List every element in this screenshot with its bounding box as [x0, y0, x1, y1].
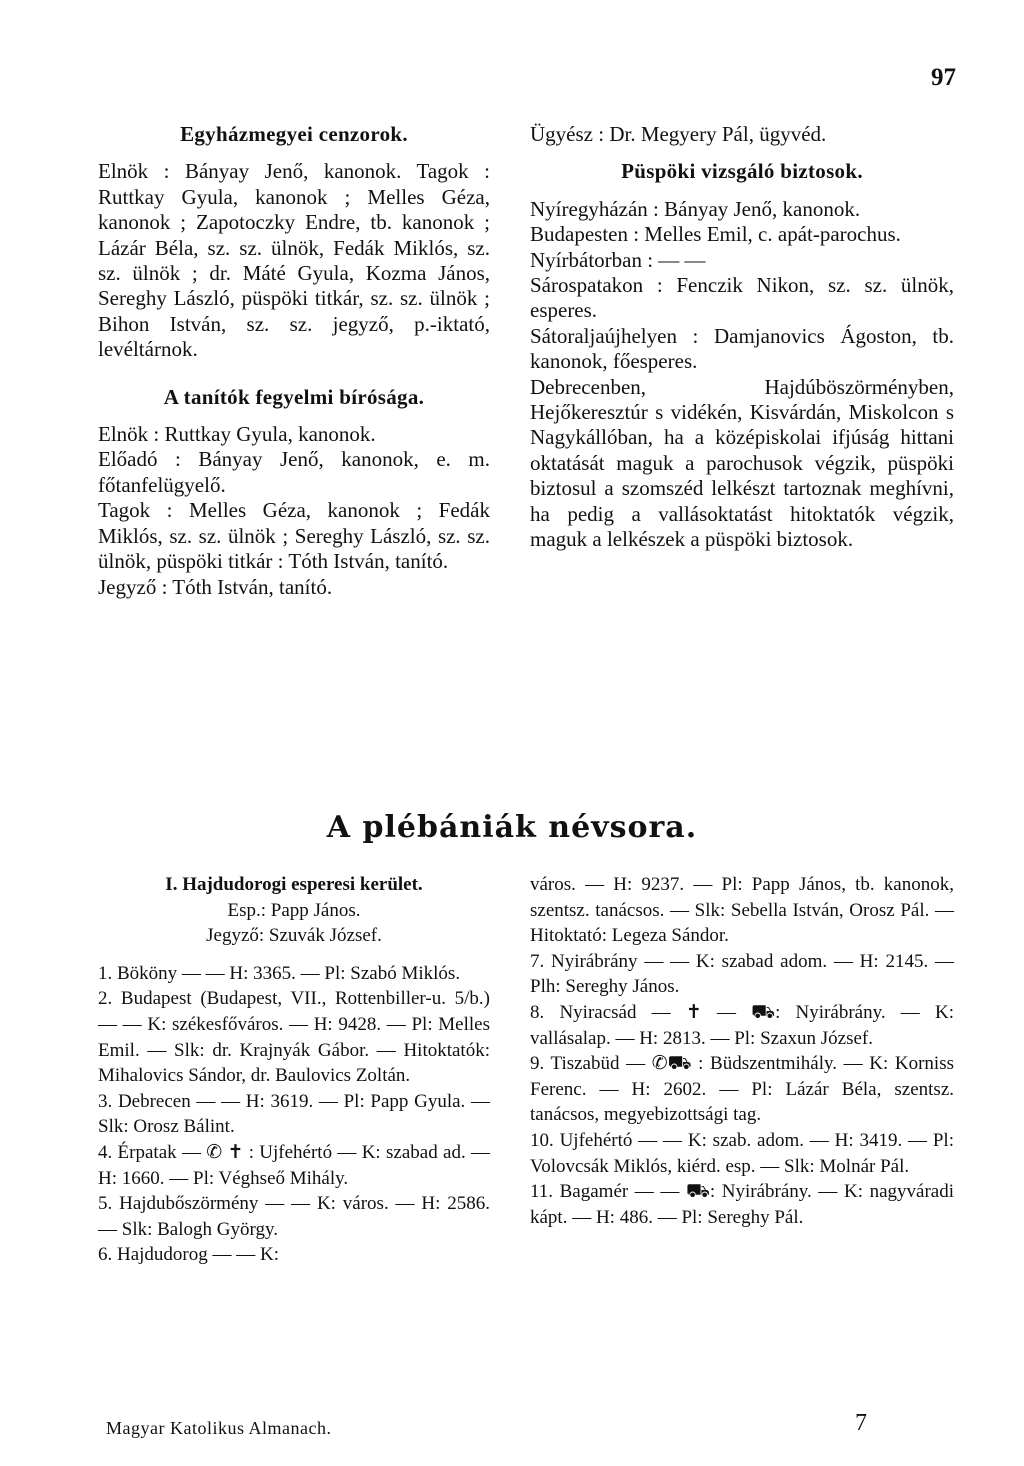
parish-entry: 7. Nyirábrány — — K: szabad adom. — H: 2145. — Plh: Sereghy János.	[530, 950, 954, 998]
court-members: Tagok : Melles Géza, kanonok ; Fedák Miklós, sz. sz. ülnök ; Sereghy László, sz. sz. ülnök, püspöki titkár : Tóth István, tanító.	[98, 498, 490, 574]
dean: Esp.: Papp János.	[227, 899, 361, 921]
prosecutor: Ügyész : Dr. Megyery Pál, ügyvéd.	[530, 122, 827, 146]
parish-entry: 9. Tiszabüd — ✆⛟ : Büdszentmihály. — K: Korniss Ferenc. — H: 2602. — Pl: Lázár Béla, szentsz. tanácsos, megyebizottsági tag.	[530, 1053, 954, 1126]
examiner-nyirbator: Nyírbátorban : — —	[530, 247, 706, 272]
examiner-satoraljaujhely: Sátoraljaújhelyen : Damjanovics Ágoston, tb. kanonok, főesperes.	[530, 323, 954, 374]
parish-entry: 4. Érpatak — ✆ ✝ : Ujfehértó — K: szabad ad. — H: 1660. — Pl: Véghseő Mihály.	[98, 1141, 490, 1189]
examiner-nyiregyhaza: Nyíregyházán : Bányay Jenő, kanonok.	[530, 196, 861, 221]
parish-entry: 10. Ujfehértó — — K: szab. adom. — H: 3419. — Pl: Volovcsák Miklós, kiérd. esp. — Slk: Molnár Pál.	[530, 1129, 954, 1177]
examiner-sarospatak: Sárospatakon : Fenczik Nikon, sz. sz. ülnök, esperes.	[530, 273, 954, 323]
censors-list: Elnök : Bányay Jenő, kanonok. Tagok : Ruttkay Gyula, kanonok ; Melles Géza, kanonok ; Zapotoczky Endre, tb. kanonok ; Lázár Béla, sz. sz. ülnök, Fedák Miklós, sz. sz. ülnök ; dr. Máté Gyula, Kozma János, Sereghy László, püspöki titkár, sz. sz. ülnök ; Bihon István, sz. sz. jegyző, p.-iktató, levéltárnok.	[98, 159, 490, 362]
court-president: Elnök : Ruttkay Gyula, kanonok.	[98, 422, 376, 447]
notary: Jegyző: Szuvák József.	[206, 925, 382, 947]
right-column-bottom	[530, 872, 954, 1230]
right-column-top	[530, 122, 954, 553]
parish-entry: 6. Hajdudorog — — K:	[98, 1244, 280, 1266]
court-secretary: Jegyző : Tóth István, tanító.	[98, 574, 333, 599]
examiner-note: Debrecenben, Hajdúböszörményben, Hejőkeresztúr s vidékén, Kisvárdán, Miskolcon s Nagykállóban, ha a középiskolai ifjúság hittani oktatását maguk a parochusok végzik, püspöki biztosul a szomszéd lelkészt tartoznak meghívni, ha pedig a vallásoktatást hitoktatók végzik, maguk a lelkészek a püspöki biztosok.	[530, 374, 954, 552]
footer-publication: Magyar Katolikus Almanach.	[106, 1418, 332, 1438]
heading-examiners: Püspöki vizsgáló biztosok.	[621, 159, 863, 184]
page-number: 97	[931, 64, 956, 91]
heading-censors: Egyházmegyei cenzorok.	[180, 122, 408, 146]
examiner-budapest: Budapesten : Melles Emil, c. apát-parochus.	[530, 222, 901, 247]
section-title: A plébániák névsora.	[326, 810, 698, 845]
left-column-top	[98, 122, 490, 600]
footer-signature: 7	[855, 1410, 867, 1436]
parish-entry: 3. Debrecen — — H: 3619. — Pl: Papp Gyula. — Slk: Orosz Bálint.	[98, 1090, 490, 1138]
parish-entry: 11. Bagamér — — ⛟: Nyirábrány. — K: nagyváradi kápt. — H: 486. — Pl: Sereghy Pál.	[530, 1181, 954, 1228]
heading-teachers-court: A tanítók fegyelmi bírósága.	[163, 384, 425, 409]
left-column-bottom	[98, 872, 490, 1268]
parish-entry: 8. Nyiracsád — ✝ — ⛟: Nyirábrány. — K: vallásalap. — H: 2813. — Pl: Szaxun József.	[530, 1001, 954, 1049]
court-rapporteur: Előadó : Bányay Jenő, kanonok, e. m. főtanfelügyelő.	[98, 447, 490, 497]
parish-entry: 5. Hajdubőszörmény — — K: város. — H: 2586. — Slk: Balogh György.	[98, 1193, 490, 1240]
parish-entry: 2. Budapest (Budapest, VII., Rottenbiller-u. 5/b.) — — K: székesfőváros. — H: 9428. — Pl: Melles Emil. — Slk: dr. Krajnyák Gábor. — Hitoktatók: Mihalovics Sándor, dr. Baulovics Zoltán.	[98, 988, 490, 1087]
parish-entry-continued: város. — H: 9237. — Pl: Papp János, tb. kanonok, szentsz. tanácsos. — Slk: Sebella István, Orosz Pál. — Hitoktató: Legeza Sándor.	[530, 874, 954, 947]
district-heading: I. Hajdudorogi esperesi kerület.	[165, 874, 423, 895]
parish-entry: 1. Bököny — — H: 3365. — Pl: Szabó Miklós.	[98, 962, 461, 984]
